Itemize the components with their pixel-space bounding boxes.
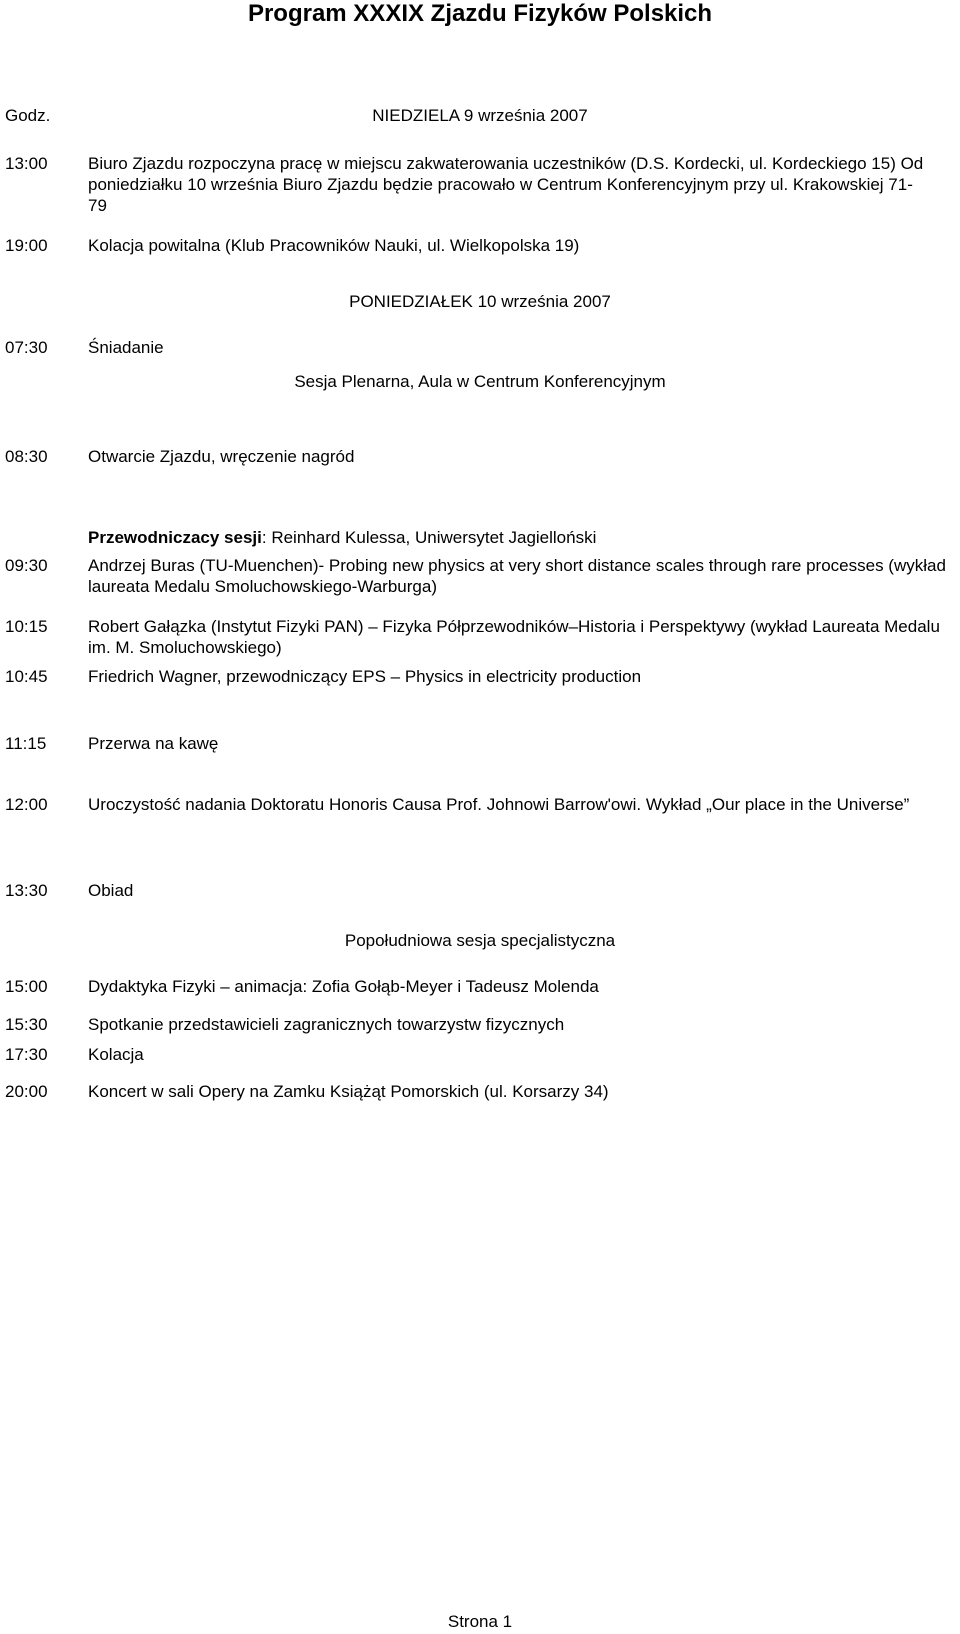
session-chair-name: : Reinhard Kulessa, Uniwersytet Jagielloński (261, 528, 597, 547)
entry-text: Kolacja powitalna (Klub Pracowników Nauki, ul. Wielkopolska 19) (88, 236, 580, 255)
entry-text: Andrzej Buras (TU-Muenchen)- Probing new physics at very short distance scales through rare processes (wykład laureata Medalu Smoluchowskiego-Warburga) (88, 556, 946, 596)
entry-time: 15:30 (5, 1015, 48, 1034)
entry-text: Obiad (88, 881, 134, 900)
entry-time: 20:00 (5, 1082, 48, 1101)
entry-text: Kolacja (88, 1045, 144, 1064)
entry-text: Koncert w sali Opery na Zamku Książąt Pomorskich (ul. Korsarzy 34) (88, 1082, 609, 1101)
day-header-monday: PONIEDZIAŁEK 10 września 2007 (349, 292, 611, 311)
entry-time: 19:00 (5, 236, 48, 255)
session-header-plenary: Sesja Plenarna, Aula w Centrum Konferencyjnym (294, 372, 666, 391)
entry-text: Dydaktyka Fizyki – animacja: Zofia Gołąb-Meyer i Tadeusz Molenda (88, 977, 599, 996)
entry-text: Uroczystość nadania Doktoratu Honoris Causa Prof. Johnowi Barrow'owi. Wykład „Our place in the Universe” (88, 795, 910, 814)
entry-text: Spotkanie przedstawicieli zagranicznych towarzystw fizycznych (88, 1015, 565, 1034)
entry-time: 10:15 (5, 617, 48, 636)
entry-time: 15:00 (5, 977, 48, 996)
page-title: Program XXXIX Zjazdu Fizyków Polskich (247, 0, 713, 27)
entry-text: Robert Gałązka (Instytut Fizyki PAN) – Fizyka Półprzewodników–Historia i Perspektywy (wykład Laureata Medalu im. M. Smoluchowskiego) (88, 617, 940, 657)
entry-time: 11:15 (5, 734, 47, 753)
entry-time: 13:00 (5, 154, 48, 173)
entry-text: Biuro Zjazdu rozpoczyna pracę w miejscu zakwaterowania uczestników (D.S. Kordecki, ul. Kordeckiego 15) Od poniedziałku 10 września Biuro Zjazdu będzie pracowało w Centrum Konferencyjnym przy ul. Krakowskiej 71-79 (88, 154, 924, 215)
page-number: Strona 1 (447, 1612, 513, 1631)
day-header-sunday: NIEDZIELA 9 września 2007 (372, 106, 588, 125)
entry-text: Otwarcie Zjazdu, wręczenie nagród (88, 447, 355, 466)
entry-time: 07:30 (5, 338, 48, 357)
time-column-header: Godz. (5, 106, 51, 125)
entry-text: Śniadanie (88, 338, 164, 357)
session-chair-label: Przewodniczacy sesji (88, 528, 262, 547)
entry-time: 17:30 (5, 1045, 48, 1064)
entry-time: 10:45 (5, 667, 48, 686)
entry-time: 08:30 (5, 447, 48, 466)
entry-text: Friedrich Wagner, przewodniczący EPS – Physics in electricity production (88, 667, 642, 686)
entry-time: 12:00 (5, 795, 48, 814)
session-chair (88, 527, 596, 548)
entry-time: 09:30 (5, 556, 48, 575)
entry-time: 13:30 (5, 881, 48, 900)
entry-text: Przerwa na kawę (88, 734, 219, 753)
session-header-afternoon: Popołudniowa sesja specjalistyczna (344, 931, 616, 950)
